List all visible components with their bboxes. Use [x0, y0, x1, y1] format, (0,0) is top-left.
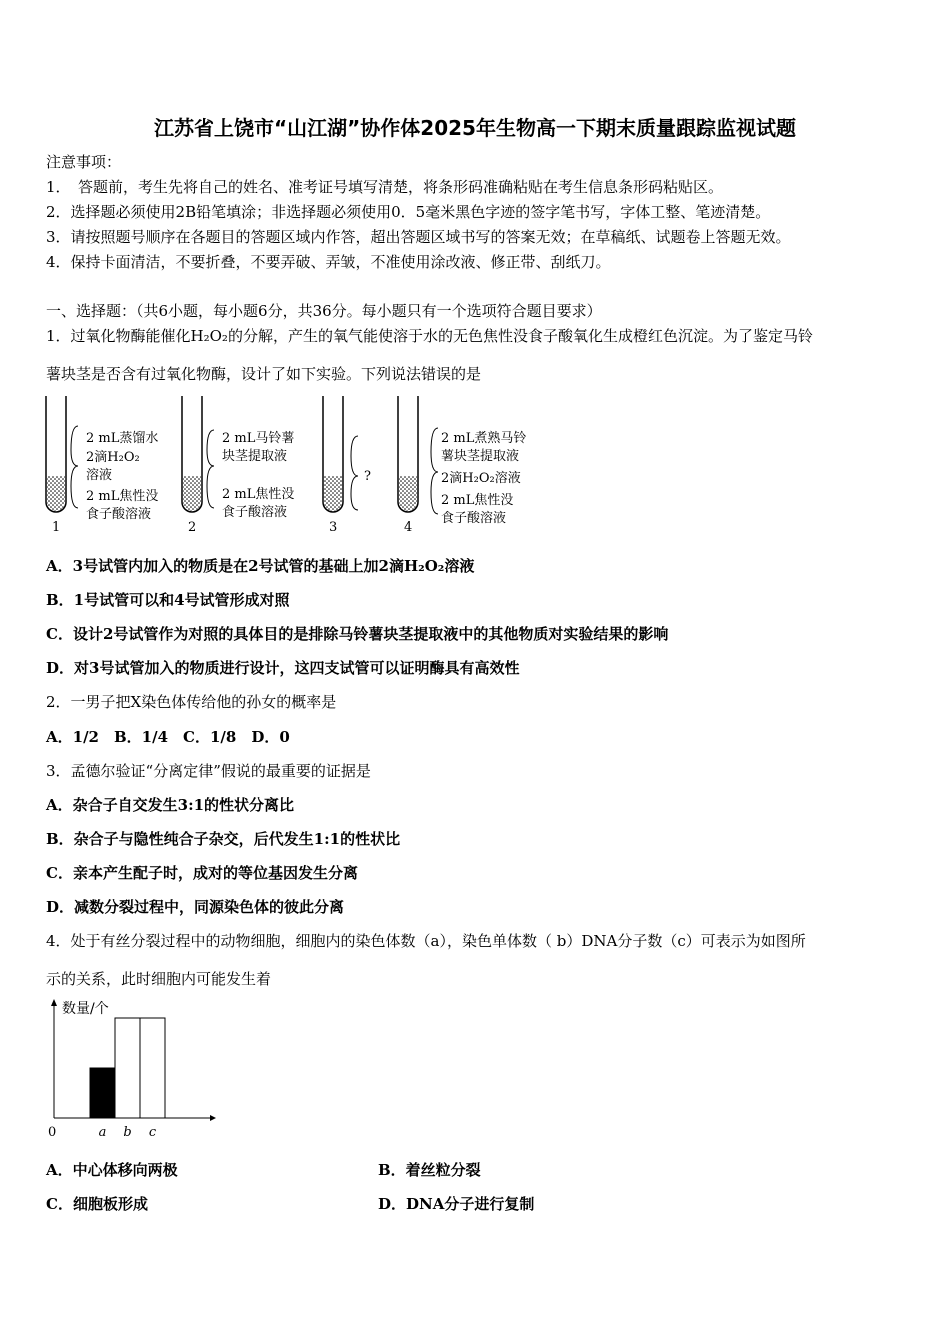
tube-label: 2 mL焦性没 [86, 489, 159, 504]
bar-c [140, 1018, 165, 1118]
y-axis-label: 数量/个 [62, 1001, 109, 1017]
q4-stem-line1: 4．处于有丝分裂过程中的动物细胞，细胞内的染色体数（a），染色单体数（ b）DNA分子数（c）可表示为如图所 [46, 932, 806, 950]
q3-option-d: D．减数分裂过程中，同源染色体的彼此分离 [46, 898, 345, 916]
y-axis-arrow [51, 999, 57, 1006]
q1-stem-line1: 1．过氧化物酶能催化H₂O₂的分解，产生的氧气能使溶于水的无色焦性没食子酸氧化生成橙红色沉淀。为了鉴定马铃 [46, 327, 813, 345]
tube-label: 薯块茎提取液 [441, 449, 520, 464]
q3-option-c: C．亲本产生配子时，成对的等位基因发生分离 [46, 864, 358, 882]
tube-label: 食子酸溶液 [441, 511, 507, 526]
q1-option-c: C．设计2号试管作为对照的具体目的是排除马铃薯块茎提取液中的其他物质对实验结果的影响 [46, 625, 669, 643]
tube-number: 1 [52, 520, 61, 535]
tube-number: 4 [404, 520, 413, 535]
q4-bar-chart [40, 996, 220, 1141]
tube-number: 3 [329, 520, 338, 535]
q4-option-c: C．细胞板形成 [46, 1195, 148, 1213]
q3-option-b: B．杂合子与隐性纯合子杂交，后代发生1:1的性状比 [46, 830, 401, 848]
q1-option-a: A．3号试管内加入的物质是在2号试管的基础上加2滴H₂O₂溶液 [46, 557, 475, 575]
test-tube-figure [38, 390, 558, 540]
q1-option-d: D．对3号试管加入的物质进行设计，这四支试管可以证明酶具有高效性 [46, 659, 520, 677]
tube-label: 2 mL马铃薯 [222, 431, 295, 446]
tube-label: 块茎提取液 [222, 449, 288, 464]
tick-label-a: a [98, 1125, 107, 1140]
tube-number: 2 [188, 520, 197, 535]
test-tube-4 [398, 396, 526, 535]
q1-stem-line2: 薯块茎是否含有过氧化物酶，设计了如下实验。下列说法错误的是 [46, 365, 482, 383]
tube-label: 2 mL煮熟马铃 [441, 431, 527, 446]
notice-item: 2．选择题必须使用2B铅笔填涂；非选择题必须使用0．5毫米黑色字迹的签字笔书写，字体工整、笔迹清楚。 [46, 203, 771, 221]
q4-option-d: D．DNA分子进行复制 [378, 1195, 535, 1213]
tube-label: 2 mL焦性没 [222, 487, 295, 502]
tube-label: 2 mL蒸馏水 [86, 431, 159, 446]
q1-option-b: B．1号试管可以和4号试管形成对照 [46, 591, 290, 609]
page-title: 江苏省上饶市“山江湖”协作体2025年生物高一下期末质量跟踪监视试题 [154, 116, 796, 140]
test-tube-3 [323, 396, 371, 535]
tube-label: 溶液 [86, 468, 113, 483]
q4-option-b: B．着丝粒分裂 [378, 1161, 481, 1179]
test-tube-1 [46, 396, 158, 535]
tube-label: ? [364, 469, 371, 484]
q2-options: A．1/2 B．1/4 C．1/8 D．0 [46, 728, 290, 746]
x-axis-arrow [210, 1115, 216, 1121]
tube-label: 2滴H₂O₂ [86, 450, 140, 465]
q3-option-a: A．杂合子自交发生3:1的性状分离比 [46, 796, 295, 814]
tube-label: 2滴H₂O₂溶液 [441, 471, 521, 486]
tube-label: 2 mL焦性没 [441, 493, 514, 508]
origin-label: 0 [48, 1125, 57, 1140]
q3-stem: 3．孟德尔验证“分离定律”假说的最重要的证据是 [46, 762, 371, 780]
q4-option-a: A．中心体移向两极 [46, 1161, 178, 1179]
tick-label-c: c [148, 1125, 157, 1140]
bar-a [90, 1068, 115, 1118]
notice-item: 4．保持卡面清洁，不要折叠，不要弄破、弄皱，不准使用涂改液、修正带、刮纸刀。 [46, 253, 611, 271]
tube-label: 食子酸溶液 [222, 505, 288, 520]
bar-b [115, 1018, 140, 1118]
test-tube-2 [182, 396, 294, 535]
notice-item: 1． 答题前，考生先将自己的姓名、准考证号填写清楚，将条形码准确粘贴在考生信息条形码粘贴区。 [46, 178, 724, 196]
tick-label-b: b [123, 1125, 132, 1140]
notice-item: 3．请按照题号顺序在各题目的答题区域内作答，超出答题区域书写的答案无效；在草稿纸、试题卷上答题无效。 [46, 228, 791, 246]
q2-stem: 2．一男子把X染色体传给他的孙女的概率是 [46, 693, 337, 711]
tube-label: 食子酸溶液 [86, 507, 152, 522]
notice-heading: 注意事项： [46, 153, 122, 171]
q4-stem-line2: 示的关系，此时细胞内可能发生着 [46, 970, 272, 988]
section-heading: 一、选择题：（共6小题，每小题6分，共36分。每小题只有一个选项符合题目要求） [46, 302, 602, 320]
